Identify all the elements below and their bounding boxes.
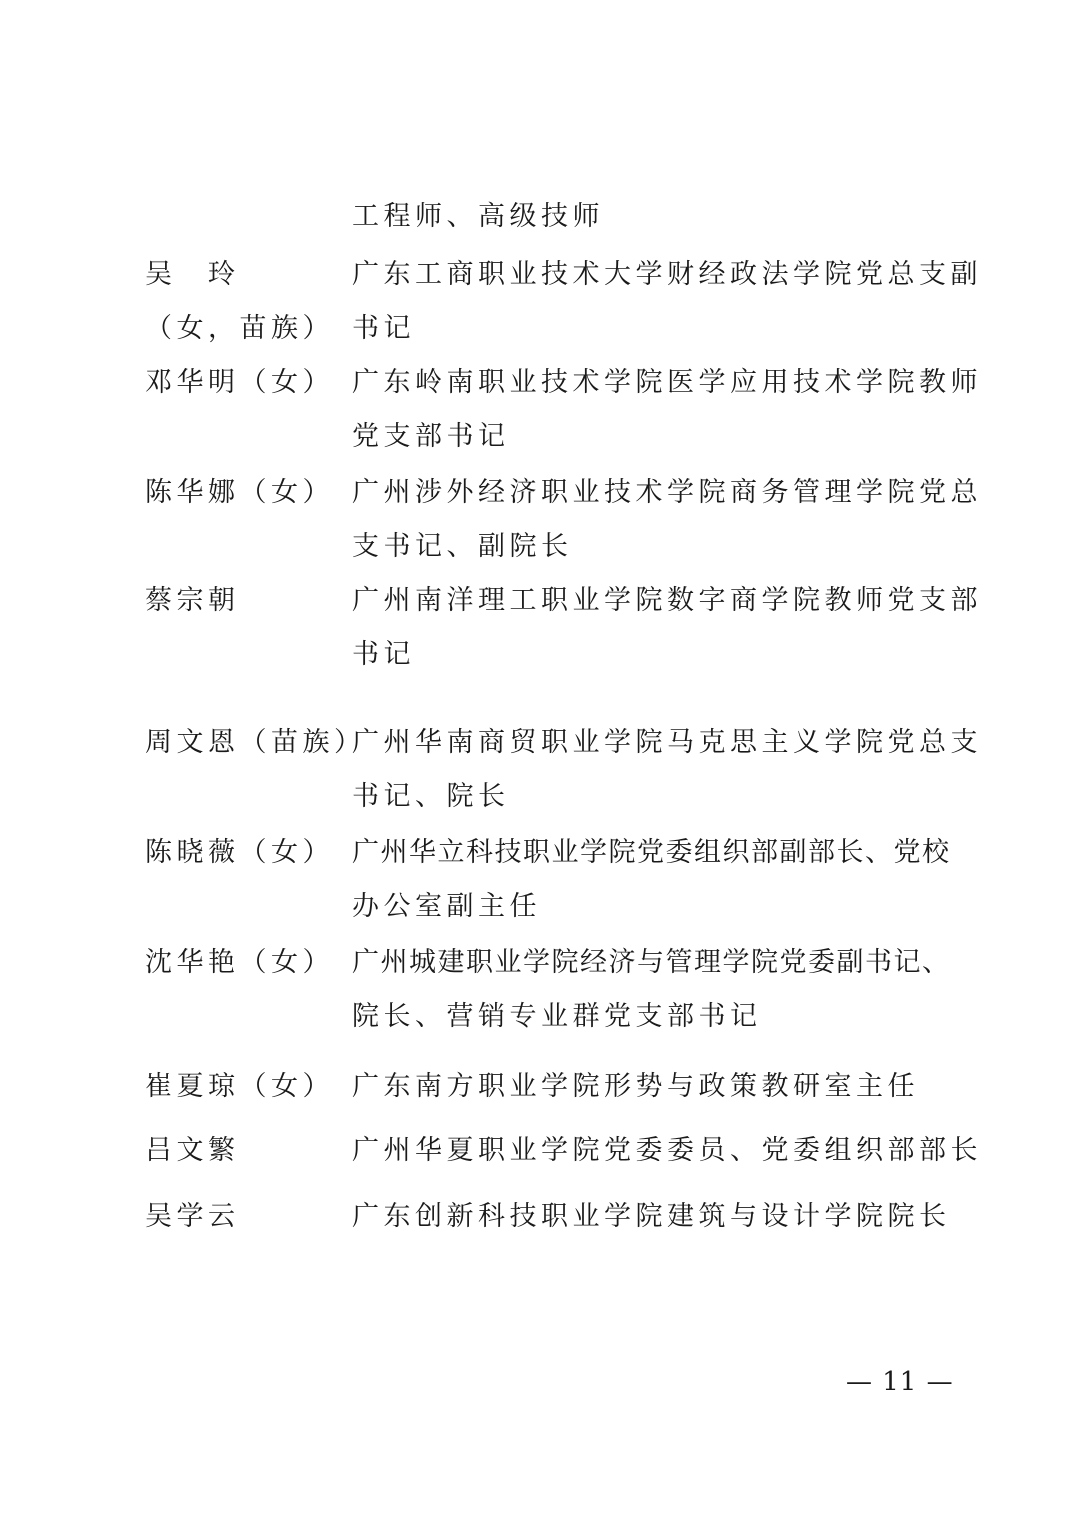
person-position: 广东创新科技职业学院建筑与设计学院院长: [352, 1201, 951, 1232]
person-name: 邓华明（女）: [145, 367, 334, 398]
person-position-cont: 书记: [352, 639, 415, 670]
person-name: 吴学云: [145, 1201, 240, 1232]
person-position-cont: 书记、院长: [352, 781, 510, 812]
person-position: 广州华立科技职业学院党委组织部副部长、党校: [352, 837, 951, 868]
person-position: 广东南方职业学院形势与政策教研室主任: [352, 1071, 919, 1102]
person-position-cont: 支书记、副院长: [352, 531, 573, 562]
person-position: 广东工商职业技术大学财经政法学院党总支副: [352, 259, 982, 290]
person-name: 周文恩（苗族）: [145, 727, 366, 758]
person-position: 广州涉外经济职业技术学院商务管理学院党总: [352, 477, 982, 508]
person-position: 广州华南商贸职业学院马克思主义学院党总支: [352, 727, 982, 758]
person-position: 广州南洋理工职业学院数字商学院教师党支部: [352, 585, 982, 616]
person-position: 广州华夏职业学院党委委员、党委组织部部长: [352, 1135, 982, 1166]
person-name: 吴 玲: [145, 259, 240, 290]
person-name: 蔡宗朝: [145, 585, 240, 616]
person-name: 崔夏琼（女）: [145, 1071, 334, 1102]
person-position: 广东岭南职业技术学院医学应用技术学院教师: [352, 367, 982, 398]
person-position-cont: 书记: [352, 313, 415, 344]
person-position: 广州城建职业学院经济与管理学院党委副书记、: [352, 947, 951, 978]
person-name: 沈华艳（女）: [145, 947, 334, 978]
continuation-text: 工程师、高级技师: [352, 201, 604, 232]
person-name: 吕文繁: [145, 1135, 240, 1166]
person-name: 陈晓薇（女）: [145, 837, 334, 868]
person-position-cont: 办公室副主任: [352, 891, 541, 922]
person-position-cont: 院长、营销专业群党支部书记: [352, 1001, 762, 1032]
person-name-note: （女，苗族）: [145, 313, 334, 344]
person-position-cont: 党支部书记: [352, 421, 510, 452]
page-number: — 11 —: [846, 1367, 954, 1397]
person-name: 陈华娜（女）: [145, 477, 334, 508]
